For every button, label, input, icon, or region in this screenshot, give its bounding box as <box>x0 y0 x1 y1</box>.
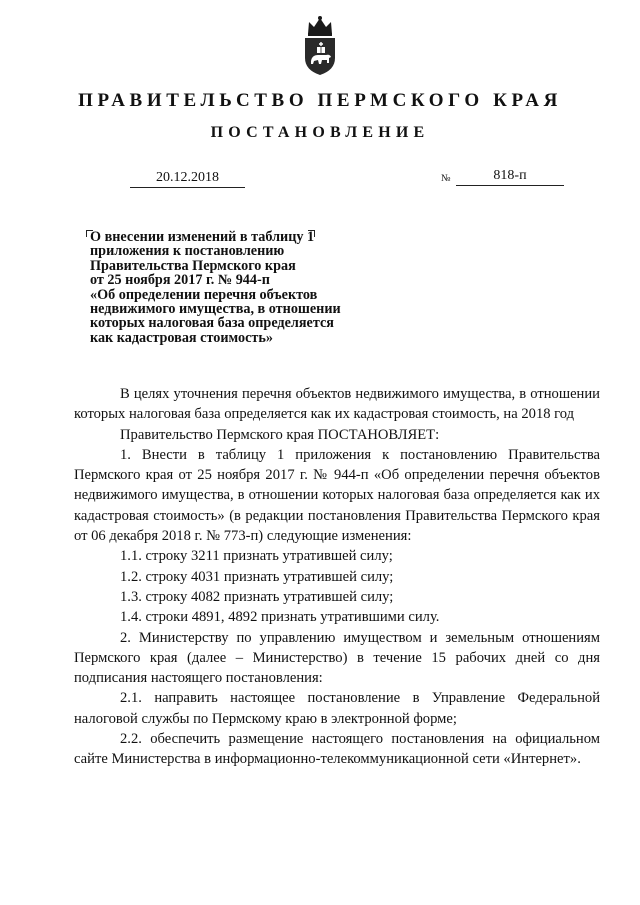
document-type-title: ПОСТАНОВЛЕНИЕ <box>210 124 430 141</box>
body-paragraph-preamble: В целях уточнения перечня объектов недвижимого имущества, в отношении которых налоговая база определяется как их кадастровая стоимость, на 2018 год <box>74 386 600 423</box>
subject-line: как кадастровая стоимость» <box>90 329 273 346</box>
body-paragraph-item-1-3: 1.3. строку 4082 признать утратившей силу; <box>120 588 394 605</box>
body-paragraph-item-2: 2. Министерству по управлению имуществом и земельным отношениям Пермского края (далее – Министерство) в течение 15 рабочих дней со дня подписания настоящего постановления: <box>74 629 600 687</box>
body-paragraph-resolves: Правительство Пермского края ПОСТАНОВЛЯЕТ: <box>120 426 440 443</box>
perm-krai-coat-of-arms-icon <box>300 14 340 76</box>
document-date: 20.12.2018 <box>130 169 245 188</box>
body-paragraph-item-1: 1. Внести в таблицу 1 приложения к постановлению Правительства Пермского края от 25 ноября 2017 г. № 944-п «Об определении перечня объектов недвижимого имущества, в отношении которых налоговая база определяется как их кадастровая стоимость» (в редакции постановления Правительства Пермского края от 06 декабря 2018 г. № 773-п) следующие изменения: <box>74 446 600 545</box>
subject-line: от 25 ноября 2017 г. № 944-п <box>90 272 270 289</box>
subject-line: Правительства Пермского края <box>90 257 296 274</box>
document-body <box>74 384 600 770</box>
body-paragraph-item-1-2: 1.2. строку 4031 признать утратившей силу; <box>120 568 394 585</box>
document-subject <box>90 230 380 345</box>
document-number: 818-п <box>456 167 564 186</box>
subject-line: которых налоговая база определяется <box>90 315 334 332</box>
subject-line: приложения к постановлению <box>90 243 285 260</box>
body-paragraph-item-1-4: 1.4. строки 4891, 4892 признать утратившими силу. <box>120 609 440 626</box>
body-paragraph-item-2-2: 2.2. обеспечить размещение настоящего постановления на официальном сайте Министерства в информационно-телекоммуникационной сети «Интернет». <box>74 731 600 768</box>
number-sign: № <box>441 173 451 184</box>
government-title: ПРАВИТЕЛЬСТВО ПЕРМСКОГО КРАЯ <box>78 90 562 111</box>
subject-line: «Об определении перечня объектов <box>90 286 318 303</box>
body-paragraph-item-2-1: 2.1. направить настоящее постановление в Управление Федеральной налоговой службы по Пермскому краю в электронной форме; <box>74 690 600 727</box>
body-paragraph-item-1-1: 1.1. строку 3211 признать утратившей силу; <box>120 548 393 565</box>
subject-line: недвижимого имущества, в отношении <box>90 301 341 318</box>
subject-line: О внесении изменений в таблицу 1 <box>90 229 315 245</box>
